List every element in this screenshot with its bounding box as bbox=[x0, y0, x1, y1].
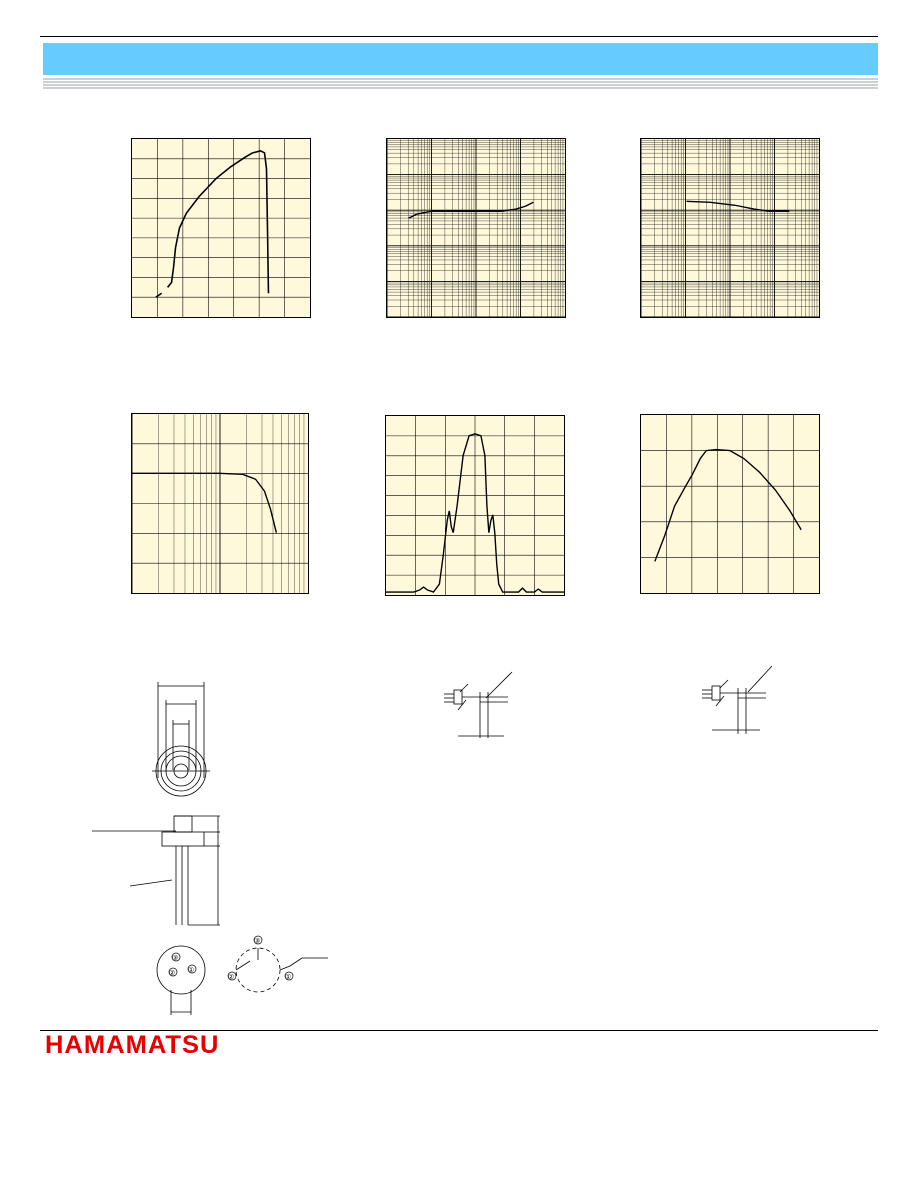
chart-5 bbox=[385, 415, 565, 596]
chart-4-plot bbox=[132, 414, 308, 593]
pin-label-1: ① bbox=[188, 967, 195, 974]
chart-6 bbox=[640, 414, 820, 594]
schematic-pin-3: ③ bbox=[254, 938, 261, 945]
chart-3 bbox=[640, 138, 820, 318]
chart-4-curve bbox=[132, 473, 276, 532]
pin-label-2: ② bbox=[169, 970, 176, 977]
chart-2-plot bbox=[387, 139, 565, 317]
chart-1 bbox=[131, 138, 311, 318]
dimensional-outline-drawing bbox=[80, 670, 340, 1025]
measurement-circuit-1 bbox=[440, 670, 520, 740]
schematic-pin-2: ② bbox=[228, 974, 235, 981]
pin-label-3: ③ bbox=[172, 955, 179, 962]
chart-6-curve bbox=[655, 450, 801, 562]
chart-6-plot bbox=[641, 415, 819, 593]
schematic-pin-1: ① bbox=[285, 974, 292, 981]
chart-1-curve bbox=[156, 151, 269, 297]
hamamatsu-logo: HAMAMATSU bbox=[45, 1031, 220, 1059]
chart-5-plot bbox=[386, 416, 564, 595]
header-banner bbox=[43, 43, 878, 75]
chart-1-plot bbox=[132, 139, 310, 317]
banner-underlines bbox=[43, 78, 878, 92]
chart-3-plot bbox=[641, 139, 819, 317]
top-rule bbox=[40, 36, 878, 37]
chart-3-curve bbox=[686, 201, 789, 211]
chart-4 bbox=[131, 413, 309, 594]
chart-2 bbox=[386, 138, 566, 318]
measurement-circuit-2 bbox=[698, 662, 782, 738]
